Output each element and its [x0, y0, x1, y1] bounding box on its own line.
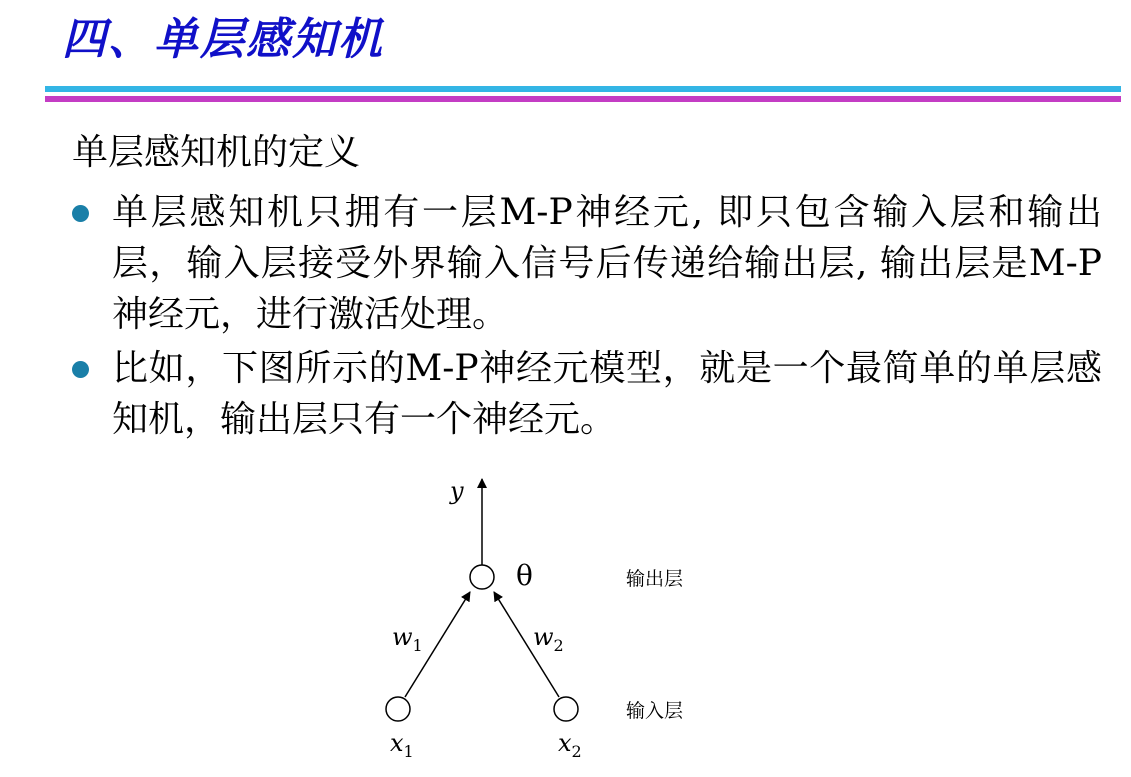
- weight-1-label: [392, 623, 423, 655]
- title-rule-magenta: [45, 96, 1121, 102]
- input-2-subscript: 2: [571, 742, 582, 761]
- title-rule-cyan: [45, 86, 1121, 92]
- bullet-text: 比如，下图所示的M-P神经元模型，就是一个最简单的单层感知机，输出层只有一个神经元。: [112, 348, 1102, 440]
- weight-2-symbol: w: [533, 623, 554, 651]
- input-2-label: [558, 729, 582, 761]
- perceptron-diagram: [360, 465, 760, 770]
- weight-2-label: [533, 623, 564, 655]
- output-neuron: [470, 565, 494, 589]
- input-1-label: [390, 729, 414, 761]
- bullet-dot-icon: [72, 205, 89, 222]
- input-neuron-2: [554, 697, 578, 721]
- output-label: y: [450, 477, 464, 505]
- input-1-symbol: x: [390, 729, 404, 757]
- weight-1-symbol: w: [392, 623, 413, 651]
- weight-1-subscript: 1: [412, 636, 423, 655]
- threshold-label: θ: [516, 559, 533, 592]
- output-layer-label: 输出层: [626, 568, 684, 590]
- bullet-text: 单层感知机只拥有一层M-P神经元, 即只包含输入层和输出层，输入层接受外界输入信号后传递给输出层, 输出层是M-P神经元，进行激活处理。: [112, 192, 1102, 335]
- section-heading: 单层感知机的定义: [72, 132, 361, 173]
- bullet-dot-icon: [72, 361, 89, 378]
- input-2-symbol: x: [558, 729, 572, 757]
- input-neuron-1: [386, 697, 410, 721]
- weight-2-subscript: 2: [553, 636, 564, 655]
- bullet-item: [72, 187, 1102, 340]
- input-1-subscript: 1: [403, 742, 414, 761]
- input-layer-label: 输入层: [626, 700, 684, 722]
- bullet-item: [72, 343, 1102, 445]
- slide-title: 四、单层感知机: [62, 14, 384, 65]
